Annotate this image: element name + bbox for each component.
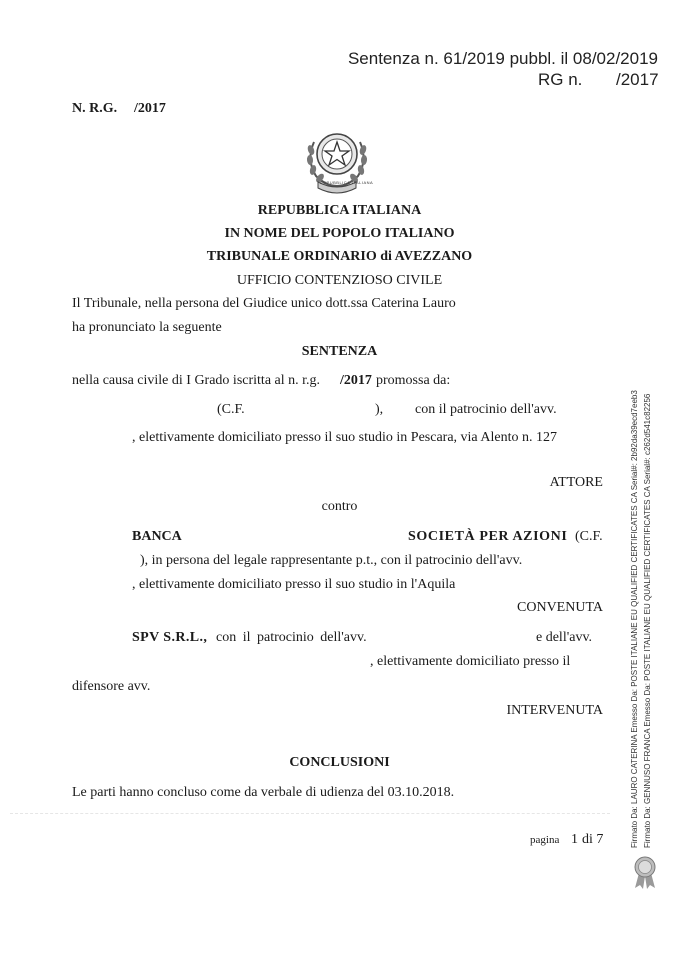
nrg-label: N. R.G.: [72, 101, 118, 116]
nrg-year: /2017: [134, 101, 166, 116]
causa-year: /2017: [340, 373, 372, 388]
signature-line-gennuso: Firmato Da: GENNUSO FRANCA Emesso Da: POSTE ITALIANE EU QUALIFIED CERTIFICATES CA Serial#: c262d541c82256: [643, 393, 652, 848]
title-popolo: IN NOME DEL POPOLO ITALIANO: [224, 226, 455, 241]
intervenuta-e-avv: e dell'avv.: [536, 630, 593, 645]
certification-seal-icon: [630, 855, 660, 889]
attore-role: ATTORE: [549, 475, 603, 490]
sentenza-heading: SENTENZA: [301, 344, 378, 359]
title-repubblica: REPUBBLICA ITALIANA: [257, 203, 422, 218]
causa-suffix: promossa da:: [376, 373, 451, 388]
sentenza-header: Sentenza n. 61/2019 pubbl. il 08/02/2019: [347, 49, 658, 68]
emblem-ribbon-text: REPUBBLICA ITALIANA: [320, 180, 374, 185]
attore-cf-close: ),: [375, 402, 384, 417]
convenuta-line3: , elettivamente domiciliato presso il suo studio in l'Aquila: [132, 577, 456, 592]
convenuta-role: CONVENUTA: [517, 600, 603, 615]
divider: [10, 813, 610, 814]
intervenuta-role: INTERVENUTA: [506, 703, 603, 718]
title-ufficio: UFFICIO CONTENZIOSO CIVILE: [236, 273, 443, 288]
rg-prefix: RG n.: [538, 70, 583, 89]
intervenuta-domicilio: , elettivamente domiciliato presso il: [370, 654, 571, 669]
conclusioni-text: Le parti hanno concluso come da verbale di udienza del 03.10.2018.: [72, 785, 455, 800]
convenuta-spa: SOCIETÀ PER AZIONI: [408, 529, 568, 544]
rg-year: /2017: [616, 70, 659, 89]
convenuta-banca: BANCA: [132, 529, 182, 544]
intro-line1: Il Tribunale, nella persona del Giudice unico dott.ssa Caterina Lauro: [72, 296, 456, 311]
title-tribunale: TRIBUNALE ORDINARIO di AVEZZANO: [206, 249, 473, 264]
conclusioni-heading: CONCLUSIONI: [289, 755, 390, 770]
page-label: pagina: [530, 834, 560, 846]
attore-cf-open: (C.F.: [217, 402, 245, 417]
causa-prefix: nella causa civile di I Grado iscritta al n. r.g.: [72, 373, 321, 388]
intervenuta-patrocinio: con il patrocinio dell'avv.: [216, 630, 367, 645]
convenuta-cf: (C.F.: [575, 529, 603, 544]
attore-patrocinio: con il patrocinio dell'avv.: [415, 402, 557, 417]
contro-label: contro: [321, 499, 358, 514]
intervenuta-spv: SPV S.R.L.,: [132, 630, 208, 645]
convenuta-line2: ), in persona del legale rappresentante p.t., con il patrocinio dell'avv.: [140, 553, 523, 568]
page-total: di 7: [582, 832, 604, 847]
intervenuta-difensore: difensore avv.: [72, 679, 151, 694]
page-current: 1: [571, 832, 578, 847]
attore-domicilio: , elettivamente domiciliato presso il suo studio in Pescara, via Alento n. 127: [132, 430, 557, 445]
signature-line-lauro: Firmato Da: LAURO CATERINA Emesso Da: POSTE ITALIANE EU QUALIFIED CERTIFICATES CA Serial#: 2b92da39ecd7eeb3: [630, 390, 639, 848]
intro-line2: ha pronunciato la seguente: [72, 320, 222, 335]
